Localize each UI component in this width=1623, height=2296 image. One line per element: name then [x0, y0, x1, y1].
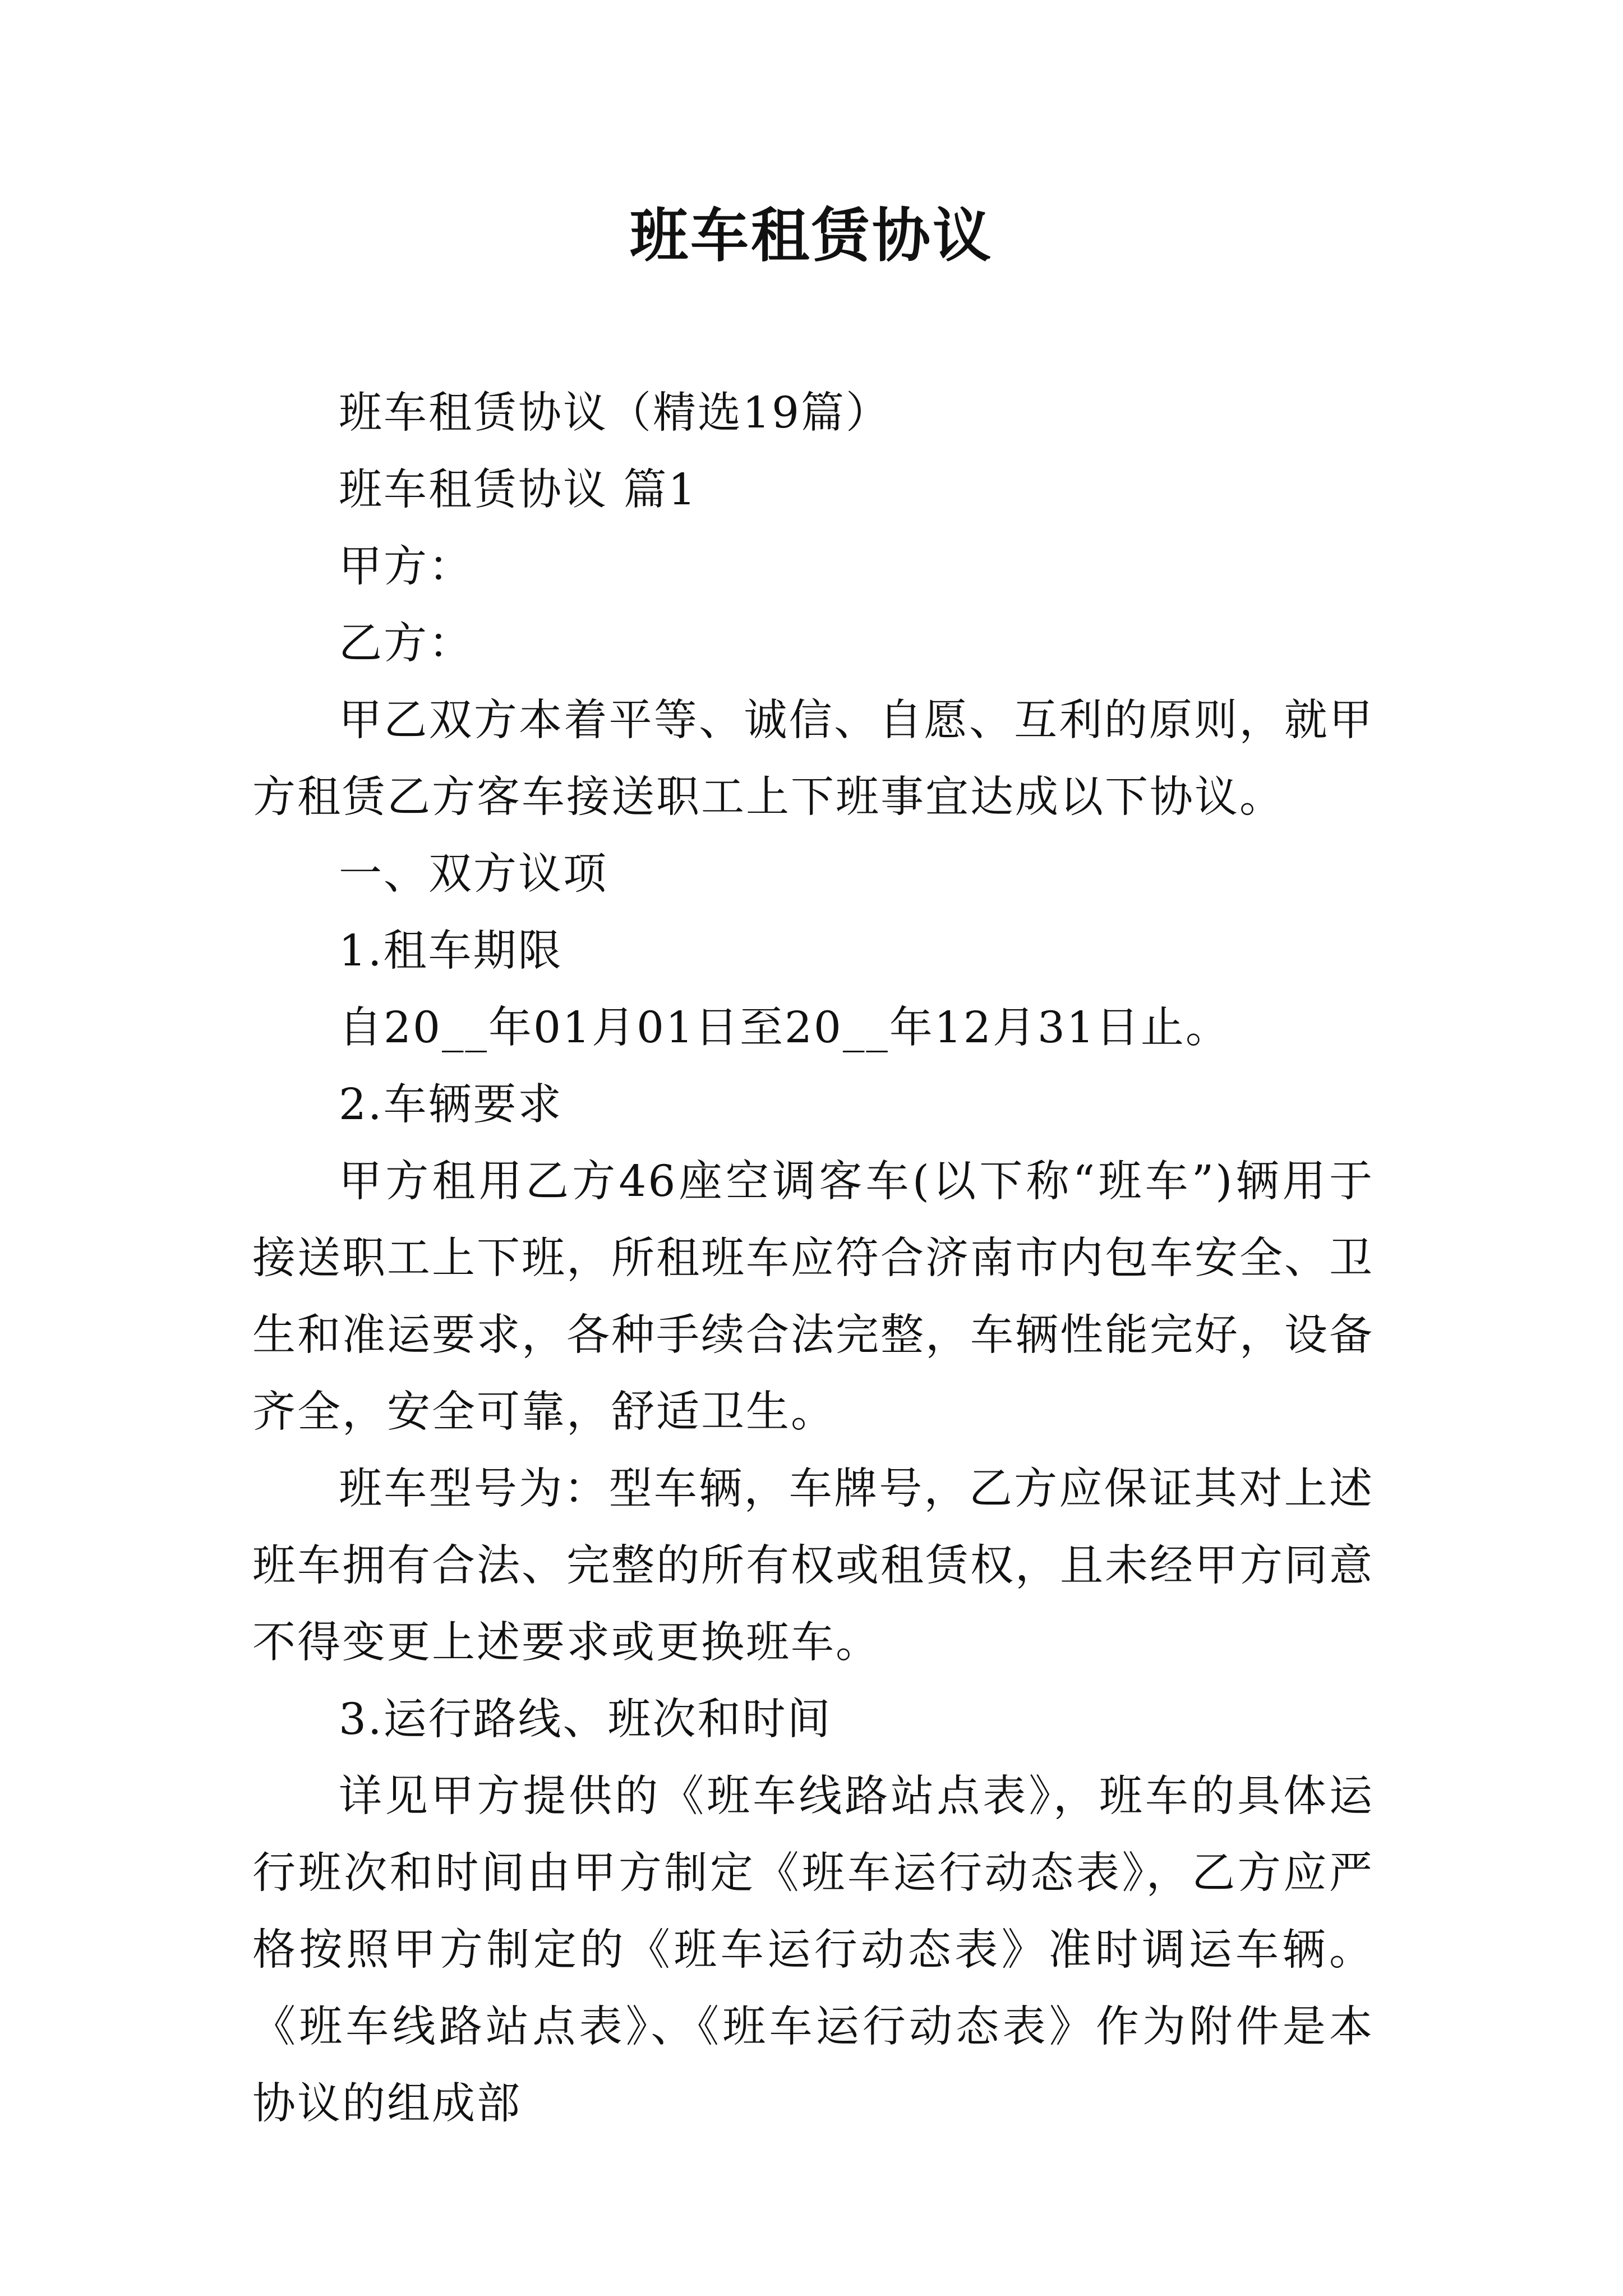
paragraph: 班车型号为：型车辆，车牌号，乙方应保证其对上述班车拥有合法、完整的所有权或租赁权，且未经甲方同意不得变更上述要求或更换班车。: [252, 1464, 1374, 1668]
paragraph: 甲方：: [339, 542, 473, 592]
paragraph: 乙方：: [339, 619, 473, 669]
paragraph: 甲方租用乙方46座空调客车(以下称“班车”)辆用于接送职工上下班，所租班车应符合济南市内包车安全、卫生和准运要求，各种手续合法完整，车辆性能完好，设备齐全，安全可靠，舒适卫生。: [252, 1157, 1374, 1437]
paragraph: 甲乙双方本着平等、诚信、自愿、互利的原则，就甲方租赁乙方客车接送职工上下班事宜达成以下协议。: [252, 696, 1374, 822]
paragraph: 一、双方议项: [339, 849, 608, 899]
paragraph: 班车租赁协议（精选19篇）: [339, 388, 891, 438]
paragraph: 详见甲方提供的《班车线路站点表》，班车的具体运行班次和时间由甲方制定《班车运行动态表》，乙方应严格按照甲方制定的《班车运行动态表》准时调运车辆。《班车线路站点表》、《班车运行动态表》作为附件是本协议的组成部: [252, 1772, 1374, 2129]
document-body: [252, 375, 1374, 2142]
paragraph: 1.租车期限: [339, 926, 563, 976]
paragraph: 3.运行路线、班次和时间: [339, 1695, 832, 1745]
paragraph: 自20__年01月01日至20__年12月31日止。: [339, 1003, 1230, 1053]
paragraph: 2.车辆要求: [339, 1080, 563, 1130]
document-title: 班车租赁协议: [629, 201, 993, 270]
paragraph: 班车租赁协议 篇1: [339, 465, 698, 515]
